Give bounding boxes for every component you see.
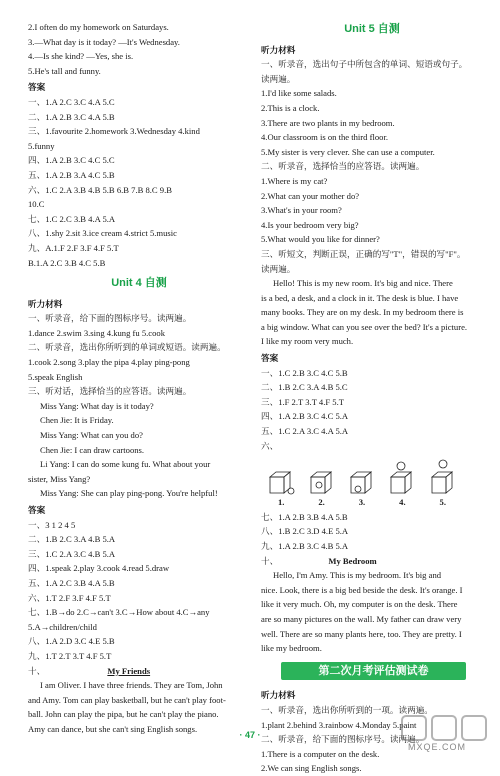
- dialogue-line: Li Yang: I can do some kung fu. What about your: [40, 459, 211, 470]
- cube-number: 5.: [439, 497, 446, 508]
- answer-line: 二、1.B 2.C 3.A 4.B 5.C: [261, 382, 348, 393]
- answers-label: 答案: [28, 505, 46, 515]
- essay-line: ball. John can play the pipa, but he can't play the piano.: [28, 709, 219, 720]
- cube-drawings: [261, 455, 483, 495]
- essay-prefix: 十、: [261, 555, 279, 566]
- dialogue-line: Miss Yang: What can you do?: [40, 430, 143, 441]
- cube-ball-in-icon: [309, 469, 335, 495]
- unit5-title: Unit 5 自测: [344, 23, 400, 35]
- exam-line: 二、听录音，给下面的图标序号。读两遍。: [261, 734, 425, 745]
- unit4-title: Unit 4 自测: [111, 277, 167, 290]
- answer-line: 九、1.T 2.T 3.T 4.F 5.T: [28, 650, 112, 661]
- listening-line: 5.My sister is very clever. She can use a computer.: [261, 146, 435, 157]
- listening-line: 1.cook 2.song 3.play the pipa 4.play ping-pong: [28, 357, 190, 368]
- answer-line: 四、1.A 2.B 3.C 4.C 5.A: [261, 411, 349, 422]
- answer-line: 九、A.1.F 2.F 3.F 4.F 5.T: [28, 242, 119, 253]
- dialogue-line: Miss Yang: She can play ping-pong. You're helpful!: [40, 488, 218, 499]
- exam-title-banner: 第二次月考评估测试卷: [281, 662, 466, 681]
- listening-label: 听力材料: [261, 690, 296, 701]
- listening-line: 读两遍。: [261, 263, 296, 274]
- listening-line: 二、听录音，选择恰当的应答语。读两遍。: [261, 161, 425, 172]
- exam-line: 1.There is a computer on the desk.: [261, 748, 380, 759]
- page-number: · 47 ·: [239, 730, 261, 740]
- answer-line: 二、1.A 2.B 3.C 4.A 5.B: [28, 111, 115, 122]
- left-column: [28, 20, 250, 737]
- answer-line: 八、1.A 2.D 3.C 4.E 5.B: [28, 636, 115, 647]
- answer-line: 七、1.C 2.C 3.B 4.A 5.A: [28, 213, 116, 224]
- listening-line: 三、听短文，判断正误，正确的写"T"，错误的写"F"。: [261, 248, 466, 259]
- exam-line: 2.We can sing English songs.: [261, 763, 362, 774]
- listening-line: 1.I'd like some salads.: [261, 88, 337, 99]
- watermark-text: MXQE.COM: [408, 742, 467, 752]
- listening-line: 3.There are two plants in my bedroom.: [261, 117, 395, 128]
- listening-line: 5.What would you like for dinner?: [261, 234, 380, 245]
- cube-number: 3.: [358, 497, 366, 508]
- answer-line: 七、1.B→do 2.C→can't 3.C→How about 4.C→any: [28, 607, 210, 618]
- answers-label: 答案: [261, 353, 279, 364]
- cube-number: 2.: [318, 497, 325, 508]
- passage-line: many books. They are on my desk. In my bedroom there is: [261, 307, 464, 318]
- right-column: [261, 20, 483, 776]
- essay-line: well. There are so many plants here, too. They are pretty. I: [261, 628, 462, 639]
- answers-label: 答案: [28, 82, 46, 93]
- listening-line: 1.Where is my cat?: [261, 175, 328, 186]
- essay-line: Amy can dance, but she can't sing English songs.: [28, 723, 198, 734]
- cube-number: 4.: [399, 497, 406, 508]
- essay-prefix: 十、: [28, 665, 46, 676]
- answer-line: 三、1.favourite 2.homework 3.Wednesday 4.kind: [28, 126, 200, 137]
- answer-line: 10.C: [28, 199, 45, 210]
- essay-line: are so many pictures on the wall. My father can draw very: [261, 613, 462, 624]
- cube-ball-front-icon: [349, 469, 375, 495]
- listening-line: 一、听录音，选出句子中所包含的单词、短语或句子。: [261, 59, 468, 70]
- dialogue-line: Miss Yang: What day is it today?: [40, 400, 154, 411]
- passage-line: I like my room very much.: [261, 336, 354, 347]
- text-line: 4.—Is she kind? —Yes, she is.: [28, 51, 134, 62]
- answer-line: 六、1.C 2.A 3.B 4.B 5.B 6.B 7.B 8.C 9.B: [28, 184, 172, 195]
- listening-label: 听力材料: [261, 44, 296, 55]
- cube-ball-beside-icon: [268, 469, 294, 495]
- essay-line: I am Oliver. I have three friends. They are Tom, John: [40, 680, 223, 691]
- cube-ball-on-icon: [389, 461, 415, 495]
- essay-line: like it very much. Oh, my computer is on the desk. There: [261, 599, 458, 610]
- passage-line: Hello! This is my new room. It's big and nice. There: [273, 278, 453, 289]
- essay-heading: [28, 664, 250, 679]
- essay-line: Hello, I'm Amy. This is my bedroom. It's big and: [273, 570, 442, 581]
- answer-line: 四、1.speak 2.play 3.cook 4.read 5.draw: [28, 563, 170, 574]
- text-line: 2.I often do my homework on Saturdays.: [28, 22, 169, 32]
- answer-line: 五、1.A 2.C 3.B 4.A 5.B: [28, 577, 115, 588]
- answer-line: 5.funny: [28, 140, 55, 151]
- answer-line: 八、1.B 2.C 3.D 4.E 5.A: [261, 526, 349, 537]
- dialogue-line: sister, Miss Yang?: [28, 473, 91, 484]
- text-line: 3.—What day is it today? —It's Wednesday.: [28, 36, 180, 47]
- cube-number: 1.: [277, 497, 285, 508]
- passage-line: is a bed, a desk, and a clock in it. The desk is blue. I have: [261, 292, 459, 303]
- listening-line: 3.What's in your room?: [261, 205, 342, 216]
- answer-line: 二、1.B 2.C 3.A 4.B 5.A: [28, 534, 116, 545]
- listening-line: 三、听对话，选择恰当的应答语。读两遍。: [28, 386, 192, 397]
- answer-line: 八、1.shy 2.sit 3.ice cream 4.strict 5.music: [28, 228, 177, 239]
- essay-title: My Bedroom: [328, 555, 377, 566]
- essay-title: My Friends: [107, 665, 151, 676]
- answer-line: 六、: [261, 440, 279, 451]
- listening-line: 2.What can your mother do?: [261, 190, 360, 201]
- cube-number-row: [261, 495, 483, 510]
- essay-line: like my bedroom.: [261, 643, 322, 654]
- dialogue-line: Chen Jie: I can draw cartoons.: [40, 444, 145, 455]
- listening-line: 一、听录音，给下面的图标序号。读两遍。: [28, 313, 192, 324]
- passage-line: a big window. What can you see over the bed? It's a picture.: [261, 321, 468, 332]
- answer-line: B.1.A 2.C 3.B 4.C 5.B: [28, 257, 106, 268]
- answer-line: 一、1.C 2.B 3.C 4.C 5.B: [261, 367, 348, 378]
- dialogue-line: Chen Jie: It is Friday.: [40, 415, 114, 426]
- answer-line: 一、1.A 2.C 3.C 4.A 5.C: [28, 96, 115, 107]
- answer-line: 5.A→children/child: [28, 621, 97, 632]
- cube-ball-above-icon: [430, 459, 456, 495]
- exam-line: 一、听录音，选出你所听到的一项。读两遍。: [261, 704, 433, 715]
- answer-line: 四、1.A 2.B 3.C 4.C 5.C: [28, 155, 115, 166]
- listening-line: 二、听录音，选出你所听到的单词或短语。读两遍。: [28, 342, 226, 353]
- listening-line: 4.Is your bedroom very big?: [261, 219, 359, 230]
- answer-line: 九、1.A 2.B 3.C 4.B 5.A: [261, 541, 349, 551]
- listening-label: 听力材料: [28, 298, 63, 309]
- exam-line: 1.plant 2.behind 3.rainbow 4.Monday 5.paint: [261, 719, 417, 730]
- text-line: 5.He's tall and funny.: [28, 65, 101, 76]
- answer-line: 三、1.F 2.T 3.T 4.F 5.T: [261, 396, 345, 407]
- answer-line: 五、1.A 2.B 3.A 4.C 5.B: [28, 169, 115, 180]
- listening-line: 4.Our classroom is on the third floor.: [261, 132, 388, 143]
- answer-line: 三、1.C 2.A 3.C 4.B 5.A: [28, 548, 116, 559]
- essay-heading: [261, 554, 483, 569]
- essay-line: nice. Look, there is a big bed beside the desk. It's orange. I: [261, 584, 463, 595]
- listening-line: 2.This is a clock.: [261, 102, 320, 113]
- answer-line: 一、3 1 2 4 5: [28, 519, 76, 530]
- listening-line: 读两遍。: [261, 73, 296, 84]
- essay-line: and Amy. Tom can play basketball, but he can't play foot-: [28, 694, 226, 705]
- listening-line: 1.dance 2.swim 3.sing 4.kung fu 5.cook: [28, 327, 166, 338]
- answer-line: 七、1.A 2.B 3.B 4.A 5.B: [261, 511, 348, 522]
- answer-line: 五、1.C 2.A 3.C 4.A 5.A: [261, 426, 349, 437]
- listening-line: 5.speak English: [28, 371, 83, 382]
- answer-line: 六、1.T 2.F 3.F 4.F 5.T: [28, 592, 111, 603]
